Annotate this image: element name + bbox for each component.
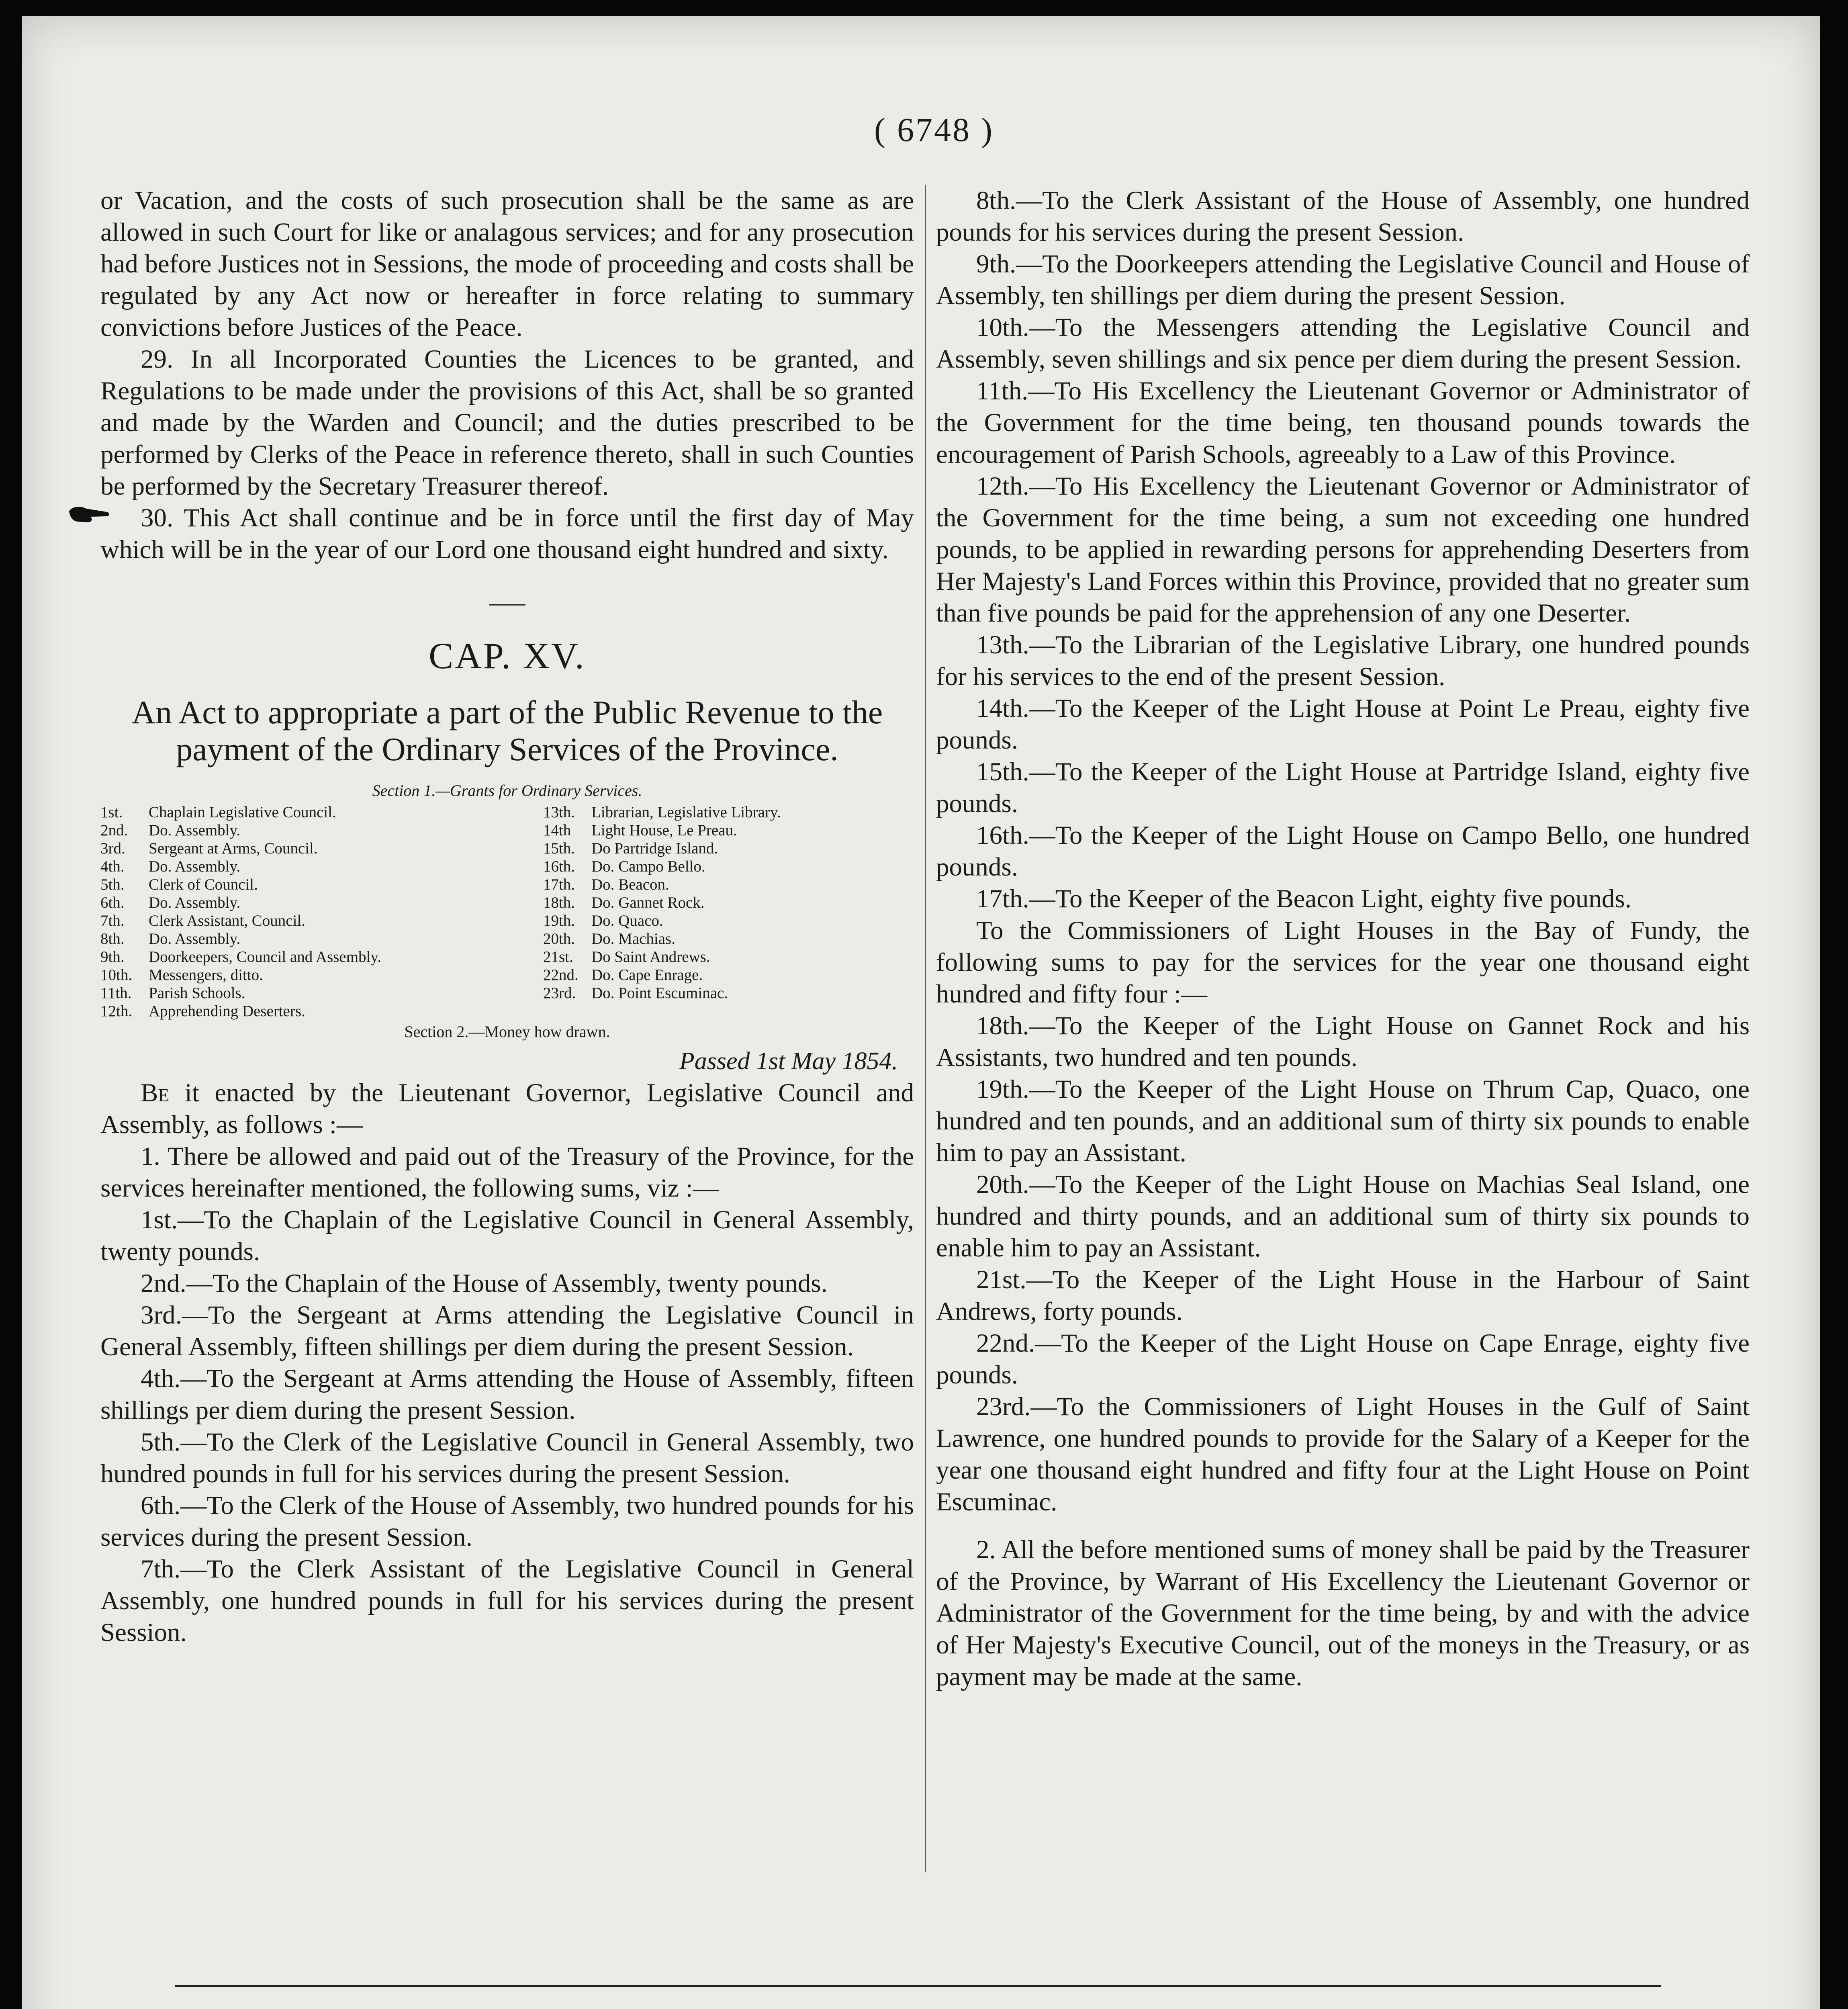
grant-item: 20th.—To the Keeper of the Light House on Machias Seal Island, one hundred and thirty pounds, and an additional sum of thirty six pounds to enable him to pay an Assistant. [936, 1170, 1750, 1262]
act-title: An Act to appropriate a part of the Public Revenue to the payment of the Ordinary Services of the Province. [131, 694, 883, 767]
grant-item: 1. There be allowed and paid out of the Treasury of the Province, for the services hereinafter mentioned, the following sums, viz :— [100, 1142, 914, 1203]
table-cell: Do. Assembly. [149, 858, 241, 875]
section-1-heading: Section 1.—Grants for Ordinary Services. [372, 782, 642, 800]
grant-item: 19th.—To the Keeper of the Light House on Thrum Cap, Quaco, one hundred and ten pounds, and an additional sum of thirty six pounds to enable him to pay an Assistant. [936, 1075, 1750, 1167]
pointing-hand-icon [68, 502, 112, 528]
table-cell: Do. Cape Enrage. [591, 966, 703, 984]
table-cell: Do. Beacon. [591, 876, 669, 893]
table-row [100, 930, 914, 948]
table-cell: Do. Quaco. [591, 912, 663, 929]
table-cell: Clerk Assistant, Council. [149, 912, 305, 929]
paragraph: 30. This Act shall continue and be in force until the first day of May which will be in the year of our Lord one thousand eight hundred and sixty. [100, 503, 914, 564]
table-cell: Do. Machias. [591, 930, 675, 947]
table-cell: Do. Point Escuminac. [591, 984, 728, 1002]
table-cell: 12th. [100, 1002, 133, 1020]
grant-item: 15th.—To the Keeper of the Light House at Partridge Island, eighty five pounds. [936, 757, 1750, 818]
table-row [100, 876, 914, 894]
table-cell: 14th [543, 822, 571, 839]
table-row [100, 948, 914, 966]
table-cell: Chaplain Legislative Council. [149, 804, 336, 821]
table-cell: 10th. [100, 966, 133, 984]
table-cell: Light House, Le Preau. [591, 822, 737, 839]
grant-item: 7th.—To the Clerk Assistant of the Legislative Council in General Assembly, one hundred pounds in full for his services during the present Session. [100, 1555, 914, 1647]
grant-item: 12th.—To His Excellency the Lieutenant Governor or Administrator of the Government for the time being, a sum not exceeding one hundred pounds, to be applied in rewarding persons for apprehending Deserters from Her Majesty's Land Forces within this Province, provided that no greater sum than five pounds be paid for the apprehension of any one Deserter. [936, 472, 1750, 628]
table-cell: Apprehending Deserters. [149, 1002, 305, 1020]
table-cell: Do Partridge Island. [591, 840, 718, 857]
table-cell: 3rd. [100, 840, 125, 857]
table-cell: Librarian, Legislative Library. [591, 804, 781, 821]
table-cell: Do Saint Andrews. [591, 948, 710, 966]
section-2-paragraph: 2. All the before mentioned sums of money shall be paid by the Treasurer of the Province, by Warrant of His Excellency the Lieutenant Governor or Administrator of the Government for the time being, by and with the advice of Her Majesty's Executive Council, out of the moneys in the Treasury, or as payment may be made at the same. [936, 1535, 1750, 1691]
grant-item: 8th.—To the Clerk Assistant of the House of Assembly, one hundred pounds for his services during the present Session. [936, 186, 1750, 247]
grant-item: 22nd.—To the Keeper of the Light House on Cape Enrage, eighty five pounds. [936, 1329, 1750, 1389]
grant-item: 6th.—To the Clerk of the House of Assembly, two hundred pounds for his services during the present Session. [100, 1491, 914, 1552]
table-cell: 23rd. [543, 984, 576, 1002]
grant-item: 4th.—To the Sergeant at Arms attending the House of Assembly, fifteen shillings per diem during the present Session. [100, 1364, 914, 1425]
paragraph: 29. In all Incorporated Counties the Licences to be granted, and Regulations to be made under the provisions of this Act, shall be so granted and made by the Warden and Council; and the duties prescribed to be performed by Clerks of the Peace in reference thereto, shall in such Counties be performed by the Secretary Treasurer thereof. [100, 345, 914, 501]
chapter-heading: CAP. XV. [429, 635, 586, 676]
document-page [22, 16, 1820, 2009]
table-cell: 15th. [543, 840, 575, 857]
table-cell: 7th. [100, 912, 125, 929]
page-number: ( 6748 ) [874, 111, 994, 149]
table-cell: 11th. [100, 984, 132, 1002]
table-cell: 6th. [100, 894, 125, 911]
enacting-initial: Be [141, 1078, 170, 1107]
enacting-text: it enacted by the Lieutenant Governor, Legislative Council and Assembly, as follows :— [100, 1078, 914, 1139]
table-cell: 20th. [543, 930, 575, 947]
grant-item: 11th.—To His Excellency the Lieutenant Governor or Administrator of the Government for the time being, ten thousand pounds towards the encouragement of Parish Schools, agreeably to a Law of this Province. [936, 376, 1750, 469]
grant-item: 16th.—To the Keeper of the Light House on Campo Bello, one hundred pounds. [936, 821, 1750, 882]
grant-item: 21st.—To the Keeper of the Light House in the Harbour of Saint Andrews, forty pounds. [936, 1265, 1750, 1326]
section-2-heading: Section 2.—Money how drawn. [404, 1023, 610, 1041]
table-cell: 5th. [100, 876, 125, 893]
table-row [100, 894, 914, 912]
table-cell: Do. Gannet Rock. [591, 894, 705, 911]
grant-item: 23rd.—To the Commissioners of Light Houses in the Gulf of Saint Lawrence, one hundred pounds to provide for the Salary of a Keeper for the year one thousand eight hundred and fifty four at the Light House on Point Escuminac. [936, 1392, 1750, 1516]
right-column [936, 185, 1750, 1693]
grant-item: 5th.—To the Clerk of the Legislative Council in General Assembly, two hundred pounds in full for his services during the present Session. [100, 1428, 914, 1488]
table-cell: Do. Campo Bello. [591, 858, 705, 875]
table-cell: 17th. [543, 876, 575, 893]
grant-item: 2nd.—To the Chaplain of the House of Assembly, twenty pounds. [141, 1269, 828, 1298]
table-cell: Sergeant at Arms, Council. [149, 840, 318, 857]
table-cell: 9th. [100, 948, 125, 966]
table-cell: Messengers, ditto. [149, 966, 263, 984]
grants-index-table [100, 803, 914, 1020]
passed-date: Passed 1st May 1854. [679, 1047, 898, 1075]
table-row [100, 1002, 914, 1020]
table-cell: Clerk of Council. [149, 876, 258, 893]
grant-item: 17th.—To the Keeper of the Beacon Light, eighty five pounds. [976, 884, 1631, 913]
table-row [100, 857, 914, 876]
table-cell: 13th. [543, 804, 575, 821]
table-row [100, 966, 914, 984]
left-column [100, 185, 914, 1649]
table-cell: Doorkeepers, Council and Assembly. [149, 948, 382, 966]
table-cell: 1st. [100, 804, 123, 821]
table-cell: 21st. [543, 948, 573, 966]
grant-item: 3rd.—To the Sergeant at Arms attending the Legislative Council in General Assembly, fifteen shillings per diem during the present Session. [100, 1301, 914, 1361]
table-cell: Parish Schools. [149, 984, 245, 1002]
table-cell: Do. Assembly. [149, 894, 241, 911]
table-cell: Do. Assembly. [149, 822, 241, 839]
grant-item: 10th.—To the Messengers attending the Legislative Council and Assembly, seven shillings and six pence per diem during the present Session. [936, 313, 1750, 374]
table-row [100, 821, 914, 839]
enacting-clause [100, 1077, 914, 1141]
spacer [936, 1518, 1750, 1534]
table-row [100, 912, 914, 930]
grant-item: 1st.—To the Chaplain of the Legislative Council in General Assembly, twenty pounds. [100, 1205, 914, 1266]
section-separator [489, 604, 525, 606]
table-cell: 16th. [543, 858, 575, 875]
table-cell: 19th. [543, 912, 575, 929]
table-cell: 18th. [543, 894, 575, 911]
column-divider [925, 185, 926, 1872]
table-cell: 2nd. [100, 822, 128, 839]
grant-item: 13th.—To the Librarian of the Legislative Library, one hundred pounds for his services to the end of the present Session. [936, 630, 1750, 691]
footer-rule [175, 1985, 1661, 1987]
table-row [100, 839, 914, 857]
table-cell [591, 1002, 914, 1020]
grant-item: To the Commissioners of Light Houses in the Bay of Fundy, the following sums to pay for the services for the year one thousand eight hundred and fifty four :— [936, 916, 1750, 1009]
grant-item: 14th.—To the Keeper of the Light House at Point Le Preau, eighty five pounds. [936, 694, 1750, 755]
table-cell: Do. Assembly. [149, 930, 241, 947]
table-cell: 8th. [100, 930, 125, 947]
table-cell: 4th. [100, 858, 125, 875]
grant-item: 18th.—To the Keeper of the Light House on Gannet Rock and his Assistants, two hundred and ten pounds. [936, 1011, 1750, 1072]
table-cell [543, 1002, 591, 1020]
paragraph: or Vacation, and the costs of such prosecution shall be the same as are allowed in such Court for like or analagous services; and for any prosecution had before Justices not in Sessions, the mode of proceeding and costs shall be regulated by any Act now or hereafter in force relating to summary convictions before Justices of the Peace. [100, 186, 914, 342]
table-row [100, 803, 914, 821]
table-row [100, 984, 914, 1002]
table-cell: 22nd. [543, 966, 579, 984]
grant-item: 9th.—To the Doorkeepers attending the Legislative Council and House of Assembly, ten shillings per diem during the present Session. [936, 250, 1750, 310]
